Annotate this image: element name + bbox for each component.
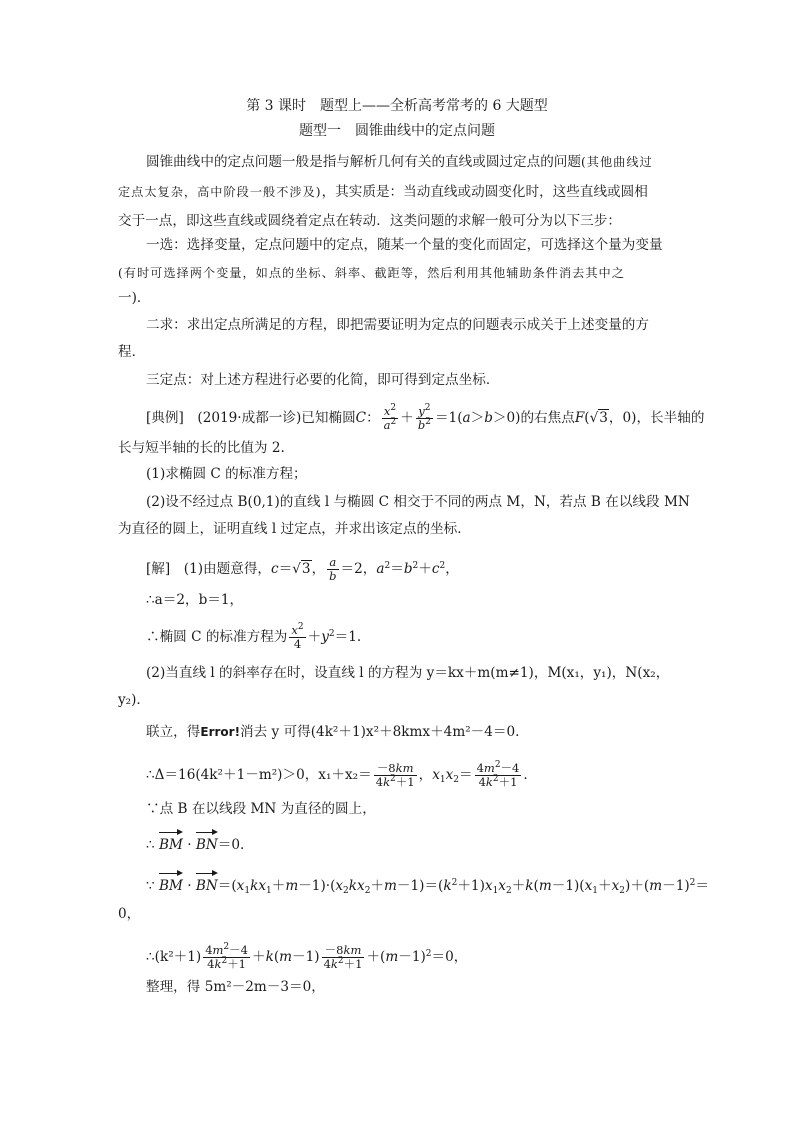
solution-line-10: ∴(k²＋1) $\frac{4m^2-4}{4k^2+1}$ ＋k(m－1) $\frac{-8km}{4k^2+1}$ $+(m-1)^2=0$， <box>146 942 468 971</box>
solution-line-11: 整理，得 5m²－2m－3＝0， <box>146 979 325 995</box>
question-2b: 为直径的圆上，证明直线 l 过定点，并求出该定点的坐标． <box>118 521 471 537</box>
intro-line-2: 定点太复杂，高中阶段一般不涉及)，其实质是：当动直线或动圆变化时，这些直线或圆相 <box>118 184 648 200</box>
solution-line-5: 联立，得Error!消去 y 可得(4k²＋1)x²＋8kmx＋4m²－4＝0. <box>146 724 520 740</box>
example-line-1: [典例] (2019·成都一诊)已知椭圆C： $\frac{x^2}{a^2}$ ＋ $\frac{y^2}{b^2}$ ＝1(a＞b＞0)的右焦点F(√3，0)，长半轴的 <box>146 403 705 432</box>
step1-line-1: 一选：选择变量，定点问题中的定点，随某一个量的变化而固定，可选择这个量为变量 <box>146 237 663 253</box>
question-2a: (2)设不经过点 B(0,1)的直线 l 与椭圆 C 相交于不同的两点 M，N，若点 B 在以线段 MN <box>146 494 690 510</box>
solution-line-8: ∴ BM · BN＝0. <box>146 832 244 855</box>
step2-line-1: 二求：求出定点所满足的方程，即把需要证明为定点的问题表示成关于上述变量的方 <box>146 317 649 333</box>
example-line-2: 长与短半轴的长的比值为 2. <box>118 440 285 456</box>
solution-line-3: ∴椭圆 C 的标准方程为 $\frac{x^2}{4}$ $+y^2=1$. <box>146 622 362 651</box>
step1-line-2: (有时可选择两个变量，如点的坐标、斜率、截距等，然后利用其他辅助条件消去其中之 <box>118 266 625 280</box>
solution-line-2: ∴a＝2，b＝1， <box>146 592 244 608</box>
solution-line-9b: 0， <box>118 906 141 922</box>
question-1: (1)求椭圆 C 的标准方程； <box>146 466 307 482</box>
solution-line-6: ∴Δ＝16(4k²＋1－m²)＞0，x₁＋x₂＝ $\frac{-8km}{4k^2+1}$ ，$x_1x_2=$ $\frac{4m^2-4}{4k^2+1}$ . <box>146 760 528 789</box>
solution-line-4a: (2)当直线 l 的斜率存在时，设直线 l 的方程为 y＝kx＋m(m≠1)，M(x₁，y₁)，N(x₂， <box>146 665 670 681</box>
solution-line-4b: y₂)． <box>118 692 151 708</box>
step3-line: 三定点：对上述方程进行必要的化简，即可得到定点坐标． <box>146 372 500 388</box>
intro-line-3: 交于一点，即这些直线或圆绕着定点在转动．这类问题的求解一般可分为以下三步： <box>118 213 621 229</box>
intro-line-1: 圆锥曲线中的定点问题一般是指与解析几何有关的直线或圆过定点的问题(其他曲线过 <box>146 154 653 170</box>
page-title: 第 3 课时 题型上——全析高考常考的 6 大题型 <box>246 98 548 114</box>
step2-line-2: 程． <box>118 344 146 360</box>
solution-line-9: ∵ BM · $BN=(x_1kx_1+m-1)\cdot(x_2kx_2+m-1)=(k^2+1)x_1x_2+k(m-1)(x_1+x_2)+(m-1)^2=$ <box>146 873 709 896</box>
section-subtitle: 题型一 圆锥曲线中的定点问题 <box>299 123 495 139</box>
solution-line-1: [解] (1)由题意得，c＝√3， $\frac{a}{b}$ ＝2，$a^2=b^2+c^2$， <box>146 555 459 583</box>
solution-line-7: ∵点 B 在以线段 MN 为直径的圆上， <box>146 801 376 817</box>
step1-line-3: 一)． <box>118 290 151 306</box>
